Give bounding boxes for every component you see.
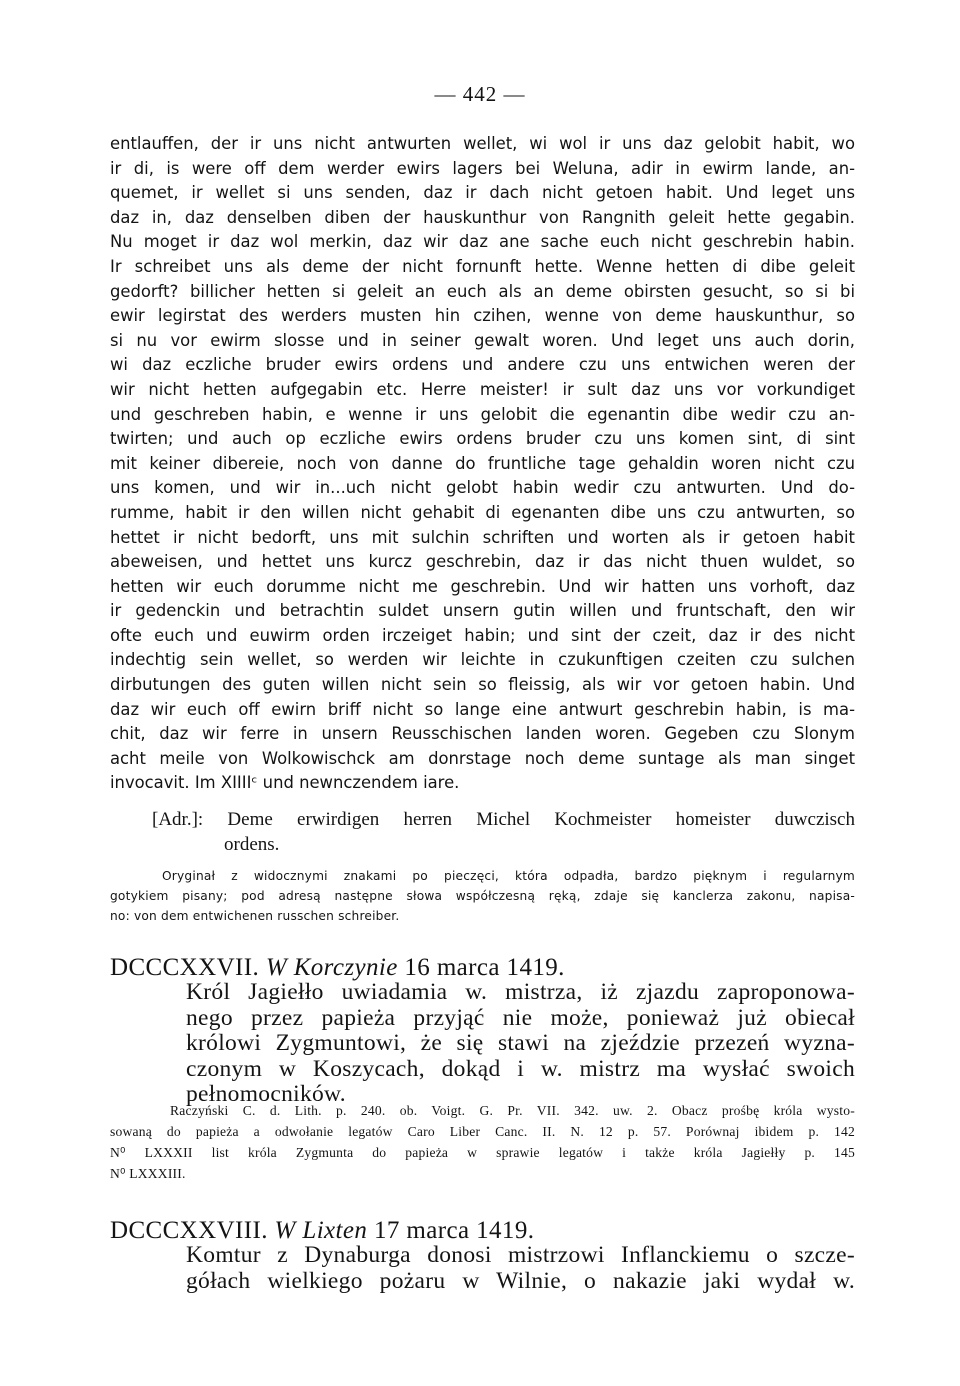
- letter-line: dirbutungen des guten willen nicht sein so fleissig, als wir vor getoen habin. Und: [110, 675, 855, 695]
- letter-line: hetten wir euch dorumme nicht me geschrebin. Und wir hatten uns vorhoft, daz: [110, 576, 855, 596]
- note-line: gotykiem pisany; pod adresą następne słowa współczesną ręką, zdaje się kanclerza zakonu, napisa-: [110, 889, 855, 903]
- letter-line: und geschreben habin, e wenne ir uns gelobit die egenantin dibe wedir czu an-: [110, 404, 855, 424]
- letter-line: gedorft? billicher hetten si geleit an euch als an deme obirsten gesucht, so si bi: [110, 281, 855, 301]
- letter-line: abeweisen, und hettet uns kurcz geschrebin, daz ir das nicht thuen wuldet, so: [110, 552, 855, 572]
- letter-line: ofte euch und euwirm orden irczeiget habin; und sint der czeit, daz ir des nicht: [110, 625, 855, 645]
- note-line: no: von dem entwichenen russchen schreiber.: [110, 909, 400, 923]
- address-line: [Adr.]: Deme erwirdigen herren Michel Kochmeister homeister duwczisch: [152, 809, 855, 830]
- letter-line: rumme, habit ir den willen nicht gehabit di egenanten dibe uns czu antwurten, so: [110, 502, 855, 522]
- source-line: N⁰ LXXXII list króla Zygmunta do papieża w sprawie legatów i także króla Jagiełły p. 145: [110, 1145, 855, 1160]
- letter-line: Ir schreibet uns als deme der nicht fornunft hette. Wenne hetten di dibe geleit: [110, 256, 855, 276]
- address-block: [152, 807, 855, 857]
- letter-line: daz in, daz denselben diben der hauskunthur von Rangnith geleit hette gegabin.: [110, 207, 855, 227]
- entry-number: DCCCXXVII.: [110, 954, 260, 981]
- letter-line: daz wir euch off ewirn briff nicht so lange eine antwurt geschrebin habin, is ma-: [110, 699, 855, 719]
- letter-line: indechtig sein wellet, so werden wir leichte in czukunftigen czeiten czu sulchen: [110, 650, 855, 670]
- entry-place: W Lixten: [274, 1217, 368, 1244]
- summary-line: Komtur z Dynaburga donosi mistrzowi Inflanckiemu o szcze-: [186, 1242, 855, 1268]
- source-line: Raczyński C. d. Lith. p. 240. ob. Voigt. G. Pr. VII. 342. uw. 2. Obacz prośbę króla wysto-: [170, 1103, 855, 1118]
- letter-line: wi daz eczliche bruder ewirs ordens und andere czu uns entwichen weren der: [110, 355, 855, 375]
- entry-summary: [186, 980, 855, 1108]
- letter-line: uns komen, und wir in...uch nicht gelobt habin wedir czu antwurten. Und do-: [110, 478, 855, 498]
- source-line: N⁰ LXXXIII.: [110, 1166, 186, 1181]
- letter-line: ewir legirstat des werders musten hin czihen, wenne von deme hauskunthur, so: [110, 306, 855, 326]
- letter-line: hettet ir nicht bedorft, uns mit sulchin schriften und worten als ir getoen habit: [110, 527, 855, 547]
- source-line: sowaną do papieża a odwołanie legatów Caro Liber Canc. II. N. 12 p. 57. Porównaj ibidem p. 142: [110, 1124, 855, 1139]
- address-line: ordens.: [224, 834, 280, 855]
- entry-summary: [186, 1243, 855, 1294]
- letter-line: wir nicht hetten aufgegabin etc. Herre meister! ir sult daz uns vor vorkundiget: [110, 379, 855, 399]
- summary-line: gółach wielkiego pożaru w Wilnie, o nakazie jaki wydał w.: [186, 1267, 855, 1294]
- summary-line: pełnomocników.: [186, 1081, 346, 1107]
- entry-date: 17 marca 1419.: [373, 1217, 535, 1244]
- letter-line: ir di, is were off dem werder ewirs lagers bei Weluna, adir in ewirm lande, an-: [110, 158, 855, 178]
- letter-line: ir gedenckin und betrachtin suldet unsern gutin willen und fruntschaft, den wir: [110, 601, 855, 621]
- letter-text: [110, 132, 855, 796]
- editorial-note: [110, 866, 855, 926]
- letter-line: acht meile von Wolkowischck am donrstage noch deme suntage als man singet: [110, 748, 855, 768]
- summary-line: Król Jagiełło uwiadamia w. mistrza, iż zjazdu zaproponowa-: [186, 979, 855, 1005]
- letter-line: si nu vor ewirm slosse und in seiner gewalt woren. Und leget uns auch dorin,: [110, 330, 855, 350]
- letter-line: chit, daz wir ferre in unsern Reusschischen landen woren. Gegeben czu Slonym: [110, 724, 855, 744]
- letter-line: Nu moget ir daz wol merkin, daz wir daz ane sache euch nicht geschrebin habin.: [110, 232, 855, 252]
- letter-line: entlauffen, der ir uns nicht antwurten wellet, wi wol ir uns daz gelobit habit, wo: [110, 134, 855, 153]
- letter-line: mit keiner dibereie, noch von danne do fruntliche tage gehaldin woren nicht czu: [110, 453, 855, 473]
- entry-number: DCCCXXVIII.: [110, 1217, 268, 1244]
- entry-heading: [110, 1217, 534, 1245]
- entry-place: W Korczynie: [265, 954, 398, 981]
- letter-line: quemet, ir wellet si uns senden, daz ir dach nicht getoen habit. Und leget uns: [110, 183, 855, 203]
- note-line: Oryginał z widocznymi znakami po pieczęci, która odpadła, bardzo pięknym i regularnym: [162, 869, 855, 883]
- letter-line: twirten; und auch op eczliche ewirs ordens bruder czu uns komen sint, di sint: [110, 429, 855, 449]
- letter-line: invocavit. Im XIIIIᶜ und newnczendem iare.: [110, 773, 460, 793]
- entry-date: 16 marca 1419.: [404, 954, 565, 981]
- entry-heading: [110, 954, 565, 982]
- summary-line: królowi Zygmuntowi, że się stawi na zjeździe przezeń wyzna-: [186, 1030, 855, 1056]
- source-note: [110, 1100, 855, 1184]
- summary-line: nego przez papieża przyjąć nie może, ponieważ już obiecał: [186, 1004, 855, 1031]
- page-number: — 442 —: [434, 82, 526, 106]
- summary-line: czonym w Koszycach, dokąd i w. mistrz ma wysłać swoich: [186, 1055, 855, 1082]
